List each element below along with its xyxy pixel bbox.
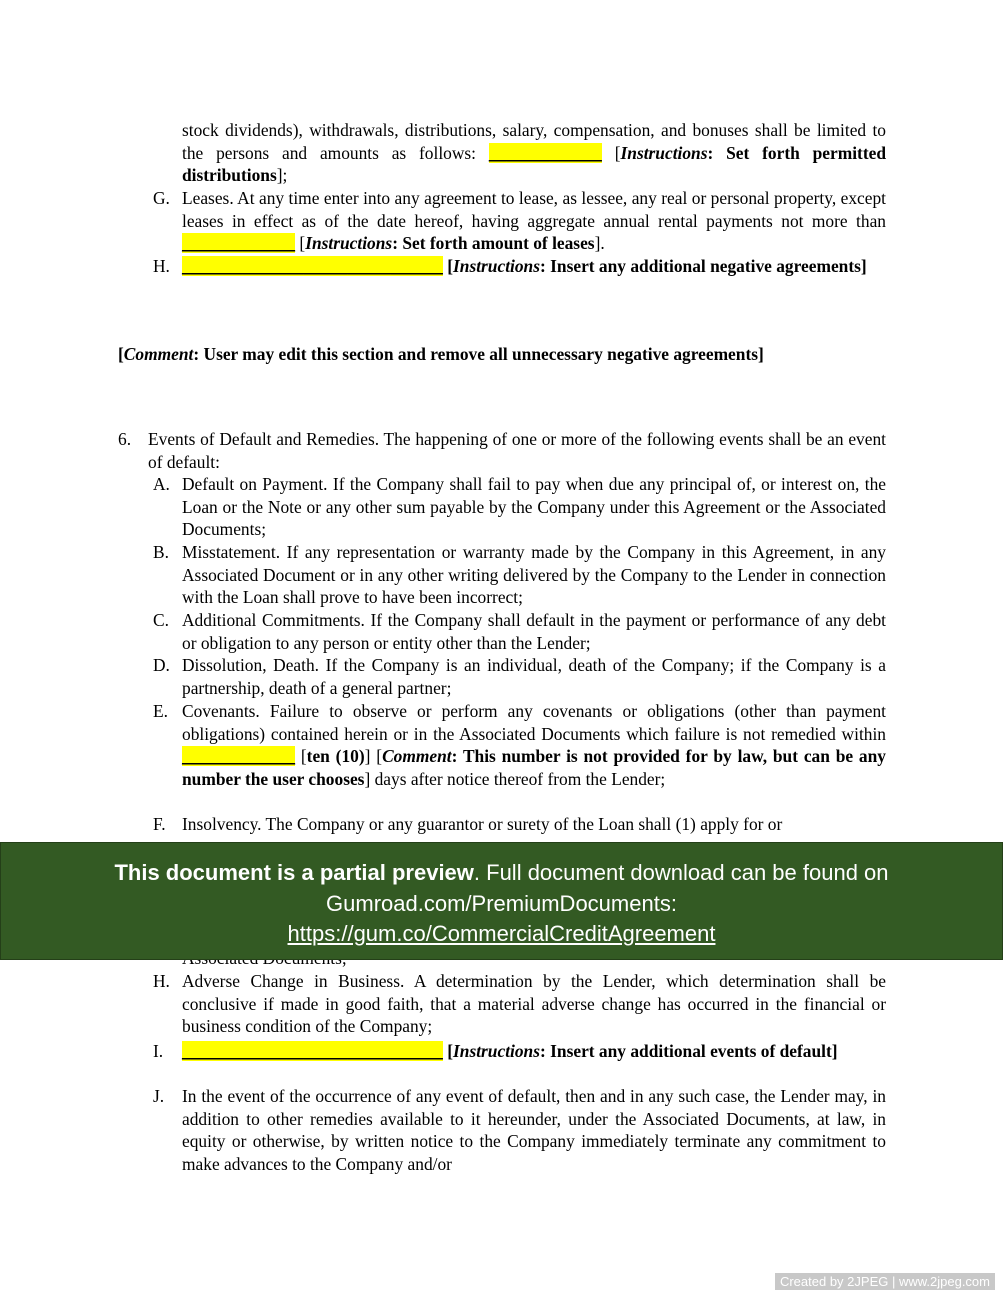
clause-h2: Adverse Change in Business. A determination by the Lender, which determination shall be conclusive if made in good faith, that a material adverse change has occurred in the financial or business condition of the Company; (182, 971, 886, 1037)
banner-text: . Full document download can be found on Gumroad.com/PremiumDocuments: (326, 860, 889, 916)
fill-in-blank[interactable]: ______________________________ (182, 1041, 443, 1061)
fill-in-blank[interactable]: _____________ (488, 142, 602, 163)
download-link[interactable]: https://gum.co/CommercialCreditAgreement (287, 921, 716, 946)
section-6-heading: Events of Default and Remedies. The happening of one or more of the following events shall be an event of default: (148, 429, 886, 472)
banner-bold-text: This document is a partial preview (114, 860, 474, 885)
clause-h2-label: H. (153, 971, 170, 991)
clause-c: Additional Commitments. If the Company shall default in the payment or performance of any debt or obligation to any person or entity other than the Lender; (182, 610, 886, 653)
fill-in-blank[interactable]: _____________ (182, 233, 296, 254)
clause-g: Leases. At any time enter into any agreement to lease, as lessee, any real or personal property, except leases in effect as of the date hereof, having aggregate annual rental payments not more than _____________ [Instructions: Set forth amount of leases]. (182, 188, 886, 254)
clause-f-label: F. (153, 814, 166, 834)
clause-c-label: C. (153, 610, 169, 630)
clause-h-label: H. (153, 256, 170, 276)
clause-i-label: I. (153, 1041, 164, 1061)
clause-d-label: D. (153, 655, 170, 675)
clause-f-continuation: stock dividends), withdrawals, distributions, salary, compensation, and bonuses shall be limited to the persons and amounts as follows: _____________ [Instructions: Set forth permitted distributions]; (182, 120, 887, 186)
clause-b-label: B. (153, 542, 169, 562)
clause-a: Default on Payment. If the Company shall fail to pay when due any principal of, or interest on, the Loan or the Note or any other sum payable by the Company under this Agreement or the Associated Documents; (182, 474, 886, 540)
clause-h: ______________________________ [Instructions: Insert any additional negative agreements] (182, 256, 867, 276)
section-comment: [Comment: User may edit this section and remove all unnecessary negative agreements] (118, 344, 764, 364)
fill-in-blank[interactable]: ______________________________ (182, 256, 443, 276)
clause-b: Misstatement. If any representation or warranty made by the Company in this Agreement, in any Associated Document or in any other writing delivered by the Company to the Lender in connection with the Loan shall prove to have been incorrect; (182, 542, 886, 608)
clause-g-label: G. (153, 188, 170, 208)
clause-i: ______________________________ [Instructions: Insert any additional events of default] (182, 1041, 838, 1061)
fill-in-blank[interactable]: _____________ (182, 746, 296, 767)
section-6-number: 6. (118, 429, 132, 449)
clause-j: In the event of the occurrence of any event of default, then and in any such case, the Lender may, in addition to other remedies available to it hereunder, under the Associated Documents, at law, in equity or otherwise, by written notice to the Company immediately terminate any commitment to make advances to the Company and/or (182, 1086, 886, 1175)
watermark: Created by 2JPEG | www.2jpeg.com (775, 1273, 995, 1290)
preview-banner (0, 842, 1003, 960)
clause-d: Dissolution, Death. If the Company is an individual, death of the Company; if the Company is a partnership, death of a general partner; (182, 655, 886, 698)
clause-a-label: A. (153, 474, 170, 494)
clause-e-label: E. (153, 701, 168, 721)
clause-f: Insolvency. The Company or any guarantor or surety of the Loan shall (1) apply for or (182, 814, 783, 834)
clause-j-label: J. (153, 1086, 165, 1106)
clause-e: Covenants. Failure to observe or perform any covenants or obligations (other than payment obligations) contained herein or in the Associated Documents which failure is not remedied within _____________ [ten (10)] [Comment: This number is not provided for by law, but can be any number the user chooses] days after notice thereof from the Lender; (182, 701, 886, 790)
